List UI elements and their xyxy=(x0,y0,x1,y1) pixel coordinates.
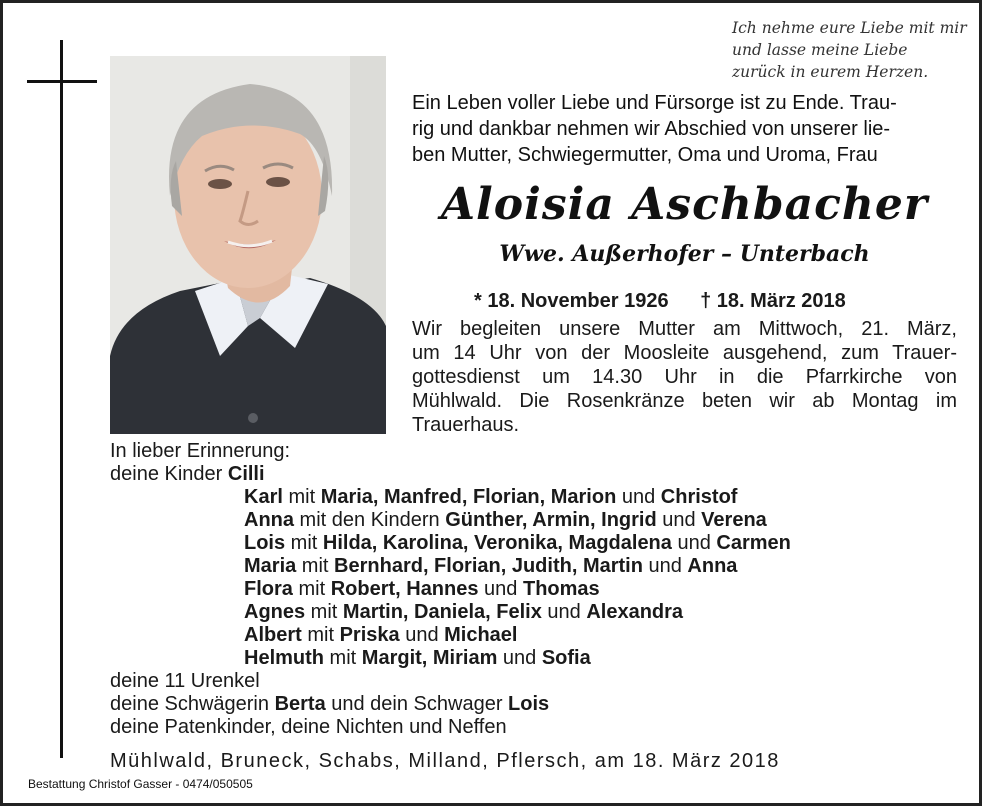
family-name: Flora xyxy=(244,578,293,600)
family-name: Alexandra xyxy=(586,601,684,623)
child-family-row xyxy=(110,509,930,532)
family-name: Sofia xyxy=(541,647,591,669)
family-name: Helmuth xyxy=(244,647,324,669)
life-dates xyxy=(474,288,944,314)
connector-text: und xyxy=(671,532,717,554)
connector-text: mit xyxy=(301,624,340,646)
family-name: Bernhard, Florian, Judith, Martin xyxy=(334,555,643,577)
intro-text xyxy=(412,90,957,168)
cross-icon-horizontal xyxy=(27,80,97,83)
funeral-line: Mühlwald. Die Rosenkränze beten wir ab Montag im xyxy=(412,390,957,412)
family-name: Margit, Miriam xyxy=(361,647,498,669)
connector-text: und xyxy=(616,486,661,508)
family-name: Carmen xyxy=(716,532,791,554)
child-family-row xyxy=(110,578,930,601)
connector-text: mit xyxy=(282,486,321,508)
death-date: † 18. März 2018 xyxy=(700,290,846,312)
family-list xyxy=(110,440,930,739)
funeral-text xyxy=(412,317,957,437)
intro-line: Ein Leben voller Liebe und Fürsorge ist zu Ende. Trau- xyxy=(412,92,897,114)
funeral-line: um 14 Uhr von der Moosleite ausgehend, zum Trauer- xyxy=(412,342,957,364)
child-family-row xyxy=(110,486,930,509)
first-child: Cilli xyxy=(227,463,265,485)
children-rows xyxy=(110,486,930,670)
child-family-row xyxy=(110,601,930,624)
family-name: Agnes xyxy=(244,601,306,623)
family-name: Robert, Hannes xyxy=(330,578,479,600)
family-name: Anna xyxy=(244,509,294,531)
family-heading: In lieber Erinnerung: xyxy=(110,440,291,462)
funeral-line: gottesdienst um 14.30 Uhr in die Pfarrkirche von xyxy=(412,366,957,388)
family-name: Anna xyxy=(687,555,738,577)
portrait-photo xyxy=(110,56,386,434)
family-name: Martin, Daniela, Felix xyxy=(342,601,542,623)
family-name: Günther, Armin, Ingrid xyxy=(445,509,657,531)
family-name: Priska xyxy=(339,624,400,646)
family-name: Michael xyxy=(444,624,518,646)
connector-text: und xyxy=(478,578,523,600)
place-and-date: Mühlwald, Bruneck, Schabs, Milland, Pflersch, am 18. März 2018 xyxy=(110,750,780,772)
connector-text: deine Schwägerin xyxy=(110,693,275,715)
connector-text: und xyxy=(541,601,587,623)
cross-icon-vertical xyxy=(60,40,63,758)
portrait-illustration xyxy=(110,56,386,434)
connector-text: und xyxy=(497,647,542,669)
family-name: Maria, Manfred, Florian, Marion xyxy=(320,486,617,508)
connector-text: mit xyxy=(296,555,335,577)
children-intro xyxy=(110,463,930,486)
family-name: Albert xyxy=(244,624,302,646)
great-grandchildren: deine 11 Urenkel xyxy=(110,670,260,692)
children-prefix: deine Kinder xyxy=(110,463,223,485)
in-laws-line xyxy=(110,693,930,716)
family-name: Lois xyxy=(244,532,286,554)
family-name: Christof xyxy=(660,486,738,508)
funeral-line: Wir begleiten unsere Mutter am Mittwoch, 21. März, xyxy=(412,318,957,340)
memorial-quote xyxy=(732,17,972,83)
intro-line: ben Mutter, Schwiegermutter, Oma und Uroma, Frau xyxy=(412,144,878,166)
family-name: Maria xyxy=(244,555,297,577)
child-family-row xyxy=(110,555,930,578)
connector-text: mit xyxy=(305,601,343,623)
family-name: Hilda, Karolina, Veronika, Magdalena xyxy=(322,532,672,554)
connector-text: mit xyxy=(285,532,323,554)
family-name: Karl xyxy=(244,486,283,508)
connector-text: und xyxy=(642,555,688,577)
child-family-row xyxy=(110,532,930,555)
funeral-home-footer: Bestattung Christof Gasser - 0474/050505 xyxy=(28,777,253,791)
others-line: deine Patenkinder, deine Nichten und Neffen xyxy=(110,716,507,738)
intro-line: rig und dankbar nehmen wir Abschied von unserer lie- xyxy=(412,118,891,140)
family-name: Thomas xyxy=(522,578,600,600)
deceased-subtitle: Wwe. Außerhofer – Unterbach xyxy=(499,241,870,267)
family-name: Berta xyxy=(274,693,326,715)
connector-text: mit den Kindern xyxy=(294,509,446,531)
connector-text: und xyxy=(656,509,702,531)
family-name: Verena xyxy=(701,509,767,531)
quote-line: und lasse meine Liebe xyxy=(732,41,908,59)
connector-text: mit xyxy=(324,647,362,669)
connector-text: mit xyxy=(292,578,331,600)
family-name: Lois xyxy=(508,693,550,715)
connector-text: und dein Schwager xyxy=(325,693,509,715)
deceased-name: Aloisia Aschbacher xyxy=(440,179,929,230)
child-family-row xyxy=(110,624,930,647)
funeral-line: Trauerhaus. xyxy=(412,414,520,436)
connector-text: und xyxy=(399,624,445,646)
birth-date: * 18. November 1926 xyxy=(474,290,669,312)
quote-line: Ich nehme eure Liebe mit mir xyxy=(732,19,967,37)
quote-line: zurück in eurem Herzen. xyxy=(732,63,929,81)
child-family-row xyxy=(110,647,930,670)
